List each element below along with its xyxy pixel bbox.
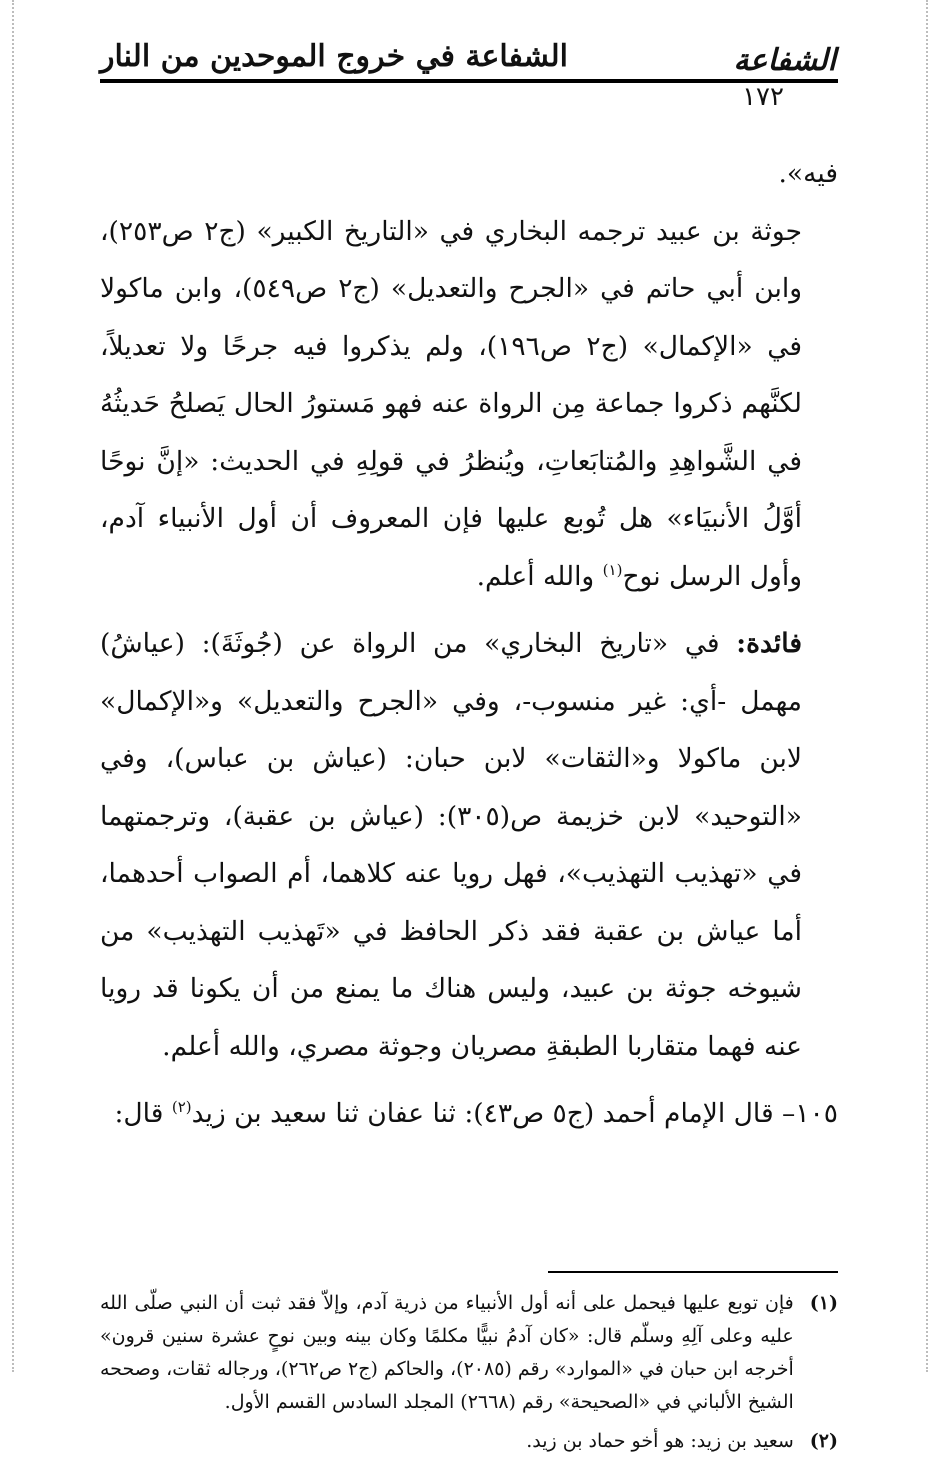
faida-label: فائدة: [736,628,802,659]
hadith-105-heading [100,1085,838,1143]
running-title: الشفاعة في خروج الموحدين من النار [100,39,568,74]
paragraph-faida [100,615,838,1075]
book-page [100,35,838,1464]
paragraph-continuation: فيه». [778,158,838,189]
footnote-2 [100,1425,838,1458]
footnote-separator [548,1271,838,1273]
page-header [100,35,838,112]
paragraph-text: في «تاريخ البخاري» من الرواة عن (جُوثَةَ): (عياشُ) مهمل -أي: غير منسوب-، وفي «الجرح والتعديل» و«الإكمال» لابن ماكولا و«الثقات» لابن حبان: (عياش بن عباس)، وفي «التوحيد» لابن خزيمة ص(٣٠٥): (عياش بن عقبة)، وترجمتهما في «تهذيب التهذيب»، فهل رويا عنه كلاهما، أم الصواب أحدهما، أما عياش بن عقبة فقد ذكر الحافظ في «تَهذيب التهذيب» من شيوخه جوثة بن عبيد، وليس هناك ما يمنع من أن يكونا قد رويا عنه فهما متقاربا الطبقةِ مصريان وجوثة مصري، والله أعلم. [100,628,802,1062]
series-mark: الشفاعة [733,43,836,78]
footnotes [100,1287,838,1458]
footnote-mark: (١) [809,1291,838,1314]
footnote-text: فإن توبع عليها فيحمل على أنه أول الأنبياء من ذرية آدم، وإلاّ فقد ثبت أن النبي صلّى الله عليه وعلى آلِهِ وسلّم قال: «كان آدمُ نبيًّا مكلمًا وكان بينه وبين نوحٍ عشرة سنين قرون» أخرجه ابن حبان في «الموارد» رقم (٢٠٨٥)، والحاكم (ج٢ ص٢٦٢)، ورجاله ثقات، وصححه الشيخ الألباني في «الصحيحة» رقم (٢٦٦٨) المجلد السادس القسم الأول. [100,1291,794,1413]
scan-dotted-margin-left [12,0,14,1372]
footnote-text: سعيد بن زيد: هو أخو حماد بن زيد. [526,1429,794,1452]
paragraph-jawtha [100,203,838,606]
footnote-1 [100,1287,838,1419]
paragraph-text-end: والله أعلم. [476,560,603,592]
hadith-text-end: قال: [114,1098,172,1129]
scan-dotted-margin-right [926,0,928,1372]
footnote-mark: (٢) [809,1429,838,1452]
paragraph-text: جوثة بن عبيد ترجمه البخاري في «التاريخ الكبير» (ج٢ ص٢٥٣)، وابن أبي حاتم في «الجرح والتعديل» (ج٢ ص٥٤٩)، وابن ماكولا في «الإكمال» (ج٢ ص١٩٦)، ولم يذكروا فيه جرحًا ولا تعديلاً، لكنَّهم ذكروا جماعة مِن الرواة عنه فهو مَستورُ الحال يَصلحُ حَديثُهُ في الشَّواهِدِ والمُتابَعاتِ، ويُنظرُ في قولِهِ في الحديث: «إنَّ نوحًا أوَّلُ الأنبيَاء» هل تُوبع عليها فإن المعروف أن أول الأنبياء آدم، وأول الرسل نوح [100,215,802,592]
main-text [100,145,838,1143]
header-rule [100,79,838,83]
footnote-ref-2: (٢) [171,1098,192,1117]
page-number: ١٧٢ [742,82,784,112]
hadith-text: ١٠٥– قال الإمام أحمد (ج٥ ص٤٣): ثنا عفان ثنا سعيد بن زيد [191,1098,838,1129]
footnote-ref-1: (١) [602,560,623,579]
